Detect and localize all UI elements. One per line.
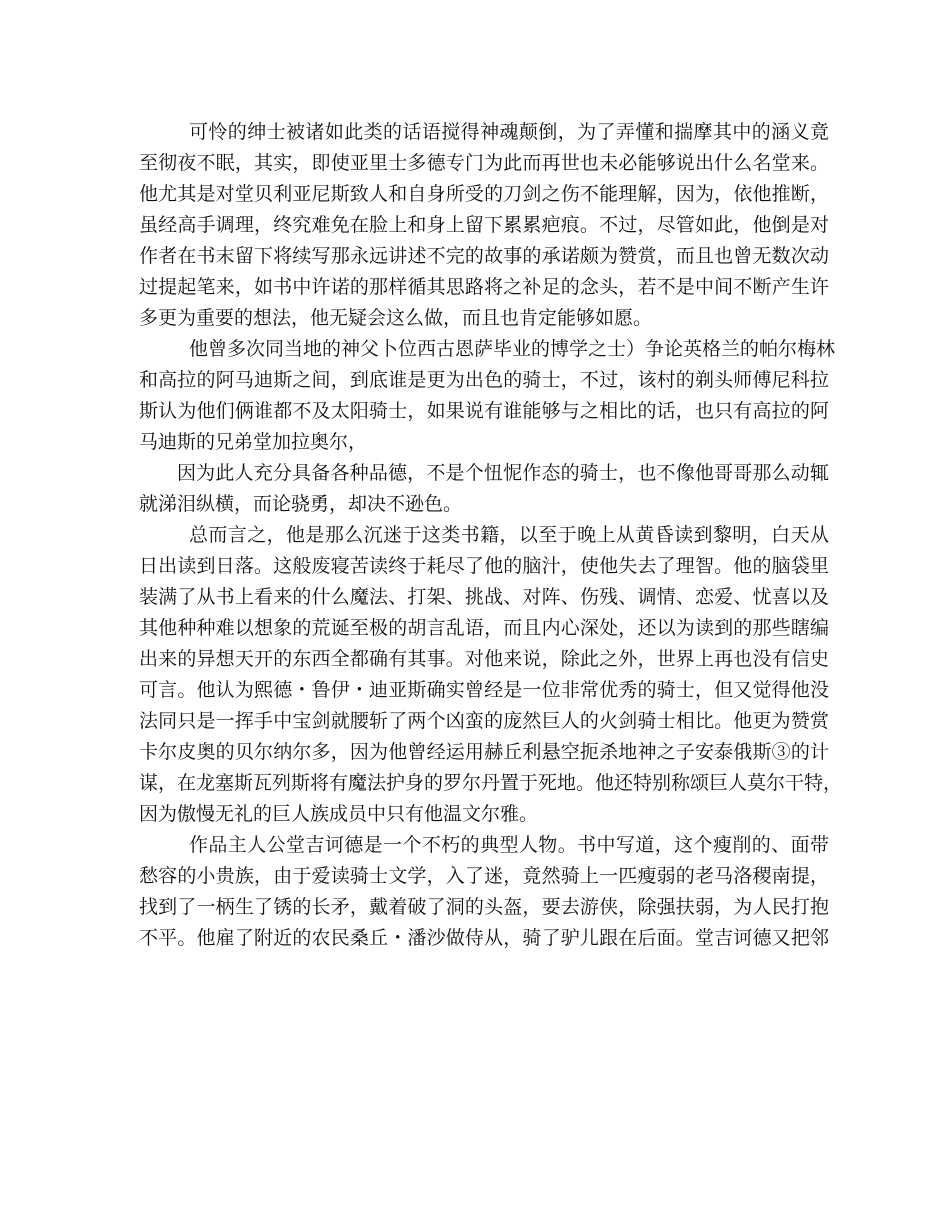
text-line: 多更为重要的想法，他无疑会这么做，而且也肯定能够如愿。	[139, 307, 653, 329]
text-line: 可言。他认为熙德・鲁伊・迪亚斯确实曾经是一位非常优秀的骑士，但又觉得他没	[139, 679, 829, 701]
text-line: 过提起笔来，如书中许诺的那样循其思路将之补足的念头，若不是中间不断产生许	[139, 276, 829, 298]
paragraph	[139, 830, 829, 954]
text-line: 谋，在龙塞斯瓦列斯将有魔法护身的罗尔丹置于死地。他还特别称颂巨人莫尔干特，	[139, 772, 843, 794]
text-line: 和高拉的阿马迪斯之间，到底谁是更为出色的骑士，不过，该村的剃头师傅尼科拉	[139, 369, 829, 391]
text-line: 出来的异想天开的东西全都确有其事。对他来说，除此之外，世界上再也没有信史	[139, 648, 829, 670]
text-line: 因为此人充分具备各种品德，不是个忸怩作态的骑士，也不像他哥哥那么动辄	[177, 462, 829, 484]
text-line: 虽经高手调理，终究难免在脸上和身上留下累累疤痕。不过，尽管如此，他倒是对	[139, 214, 829, 236]
text-line: 因为傲慢无礼的巨人族成员中只有他温文尔雅。	[139, 803, 539, 825]
text-line: 至彻夜不眠，其实，即使亚里士多德专门为此而再世也未必能够说出什么名堂来。	[139, 152, 829, 174]
paragraph	[139, 334, 836, 458]
text-line: 可怜的绅士被诸如此类的话语搅得神魂颠倒，为了弄懂和揣摩其中的涵义竟	[189, 121, 829, 143]
text-line: 作品主人公堂吉诃德是一个不朽的典型人物。书中写道，这个瘦削的、面带	[189, 834, 829, 856]
text-line: 卡尔皮奥的贝尔纳尔多，因为他曾经运用赫丘利悬空扼杀地神之子安泰俄斯③的计	[139, 741, 829, 763]
text-line: 装满了从书上看来的什么魔法、打架、挑战、对阵、伤残、调情、恋爱、忧喜以及	[139, 586, 829, 608]
paragraph	[139, 117, 829, 334]
text-line: 作者在书末留下将续写那永远讲述不完的故事的承诺颇为赞赏，而且也曾无数次动	[139, 245, 829, 267]
text-line: 日出读到日落。这般废寝苦读终于耗尽了他的脑汁，使他失去了理智。他的脑袋里	[139, 555, 829, 577]
text-line: 斯认为他们俩谁都不及太阳骑士，如果说有谁能够与之相比的话，也只有高拉的阿	[139, 400, 829, 422]
text-line: 法同只是一挥手中宝剑就腰斩了两个凶蛮的庞然巨人的火剑骑士相比。他更为赞赏	[139, 710, 829, 732]
text-line: 总而言之，他是那么沉迷于这类书籍，以至于晚上从黄昏读到黎明，白天从	[189, 524, 829, 546]
paragraph	[139, 458, 829, 520]
text-line: 其他种种难以想象的荒诞至极的胡言乱语，而且内心深处，还以为读到的那些瞎编	[139, 617, 829, 639]
text-line: 他曾多次同当地的神父卜位西古恩萨毕业的博学之士）争论英格兰的帕尔梅林	[189, 338, 836, 360]
text-line: 他尤其是对堂贝利亚尼斯致人和自身所受的刀剑之伤不能理解，因为，依他推断，	[139, 183, 829, 205]
text-line: 马迪斯的兄弟堂加拉奥尔，	[139, 431, 368, 453]
text-line: 愁容的小贵族，由于爱读骑士文学，入了迷，竟然骑上一匹瘦弱的老马洛稷南提，	[139, 865, 829, 887]
text-line: 就涕泪纵横，而论骁勇，却决不逊色。	[139, 493, 463, 515]
paragraph	[139, 520, 843, 830]
document-body	[139, 117, 843, 954]
text-line: 找到了一柄生了锈的长矛，戴着破了洞的头盔，要去游侠，除强扶弱，为人民打抱	[139, 896, 829, 918]
text-line: 不平。他雇了附近的农民桑丘・潘沙做侍从，骑了驴儿跟在后面。堂吉诃德又把邻	[139, 927, 829, 949]
